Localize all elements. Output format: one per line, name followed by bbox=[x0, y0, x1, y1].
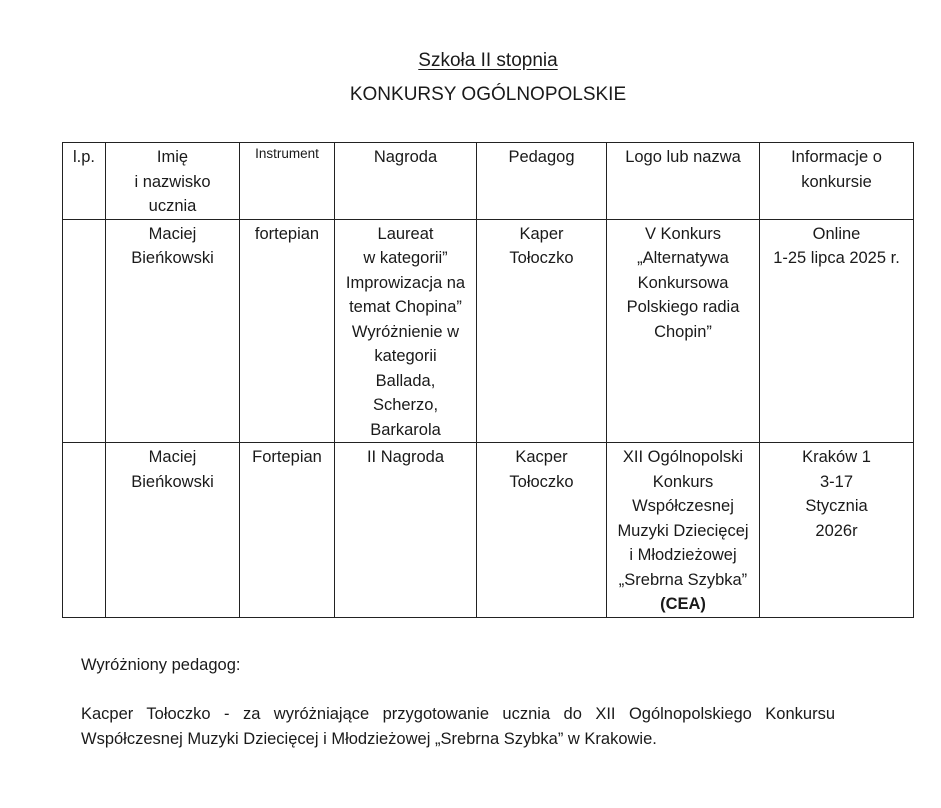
cell-student: Maciej Bieńkowski bbox=[106, 443, 240, 618]
cell-award: II Nagroda bbox=[335, 443, 477, 618]
cell-lp bbox=[63, 443, 106, 618]
cell-instrument: Fortepian bbox=[240, 443, 335, 618]
distinguished-teacher-text: Kacper Tołoczko - za wyróżniające przygotowanie ucznia do XII Ogólnopolskiego Konkursu Współczesnej Muzyki Dziecięcej i Młodzieżowej „Srebrna Szybka” w Krakowie. bbox=[81, 705, 835, 748]
cell-student: Maciej Bieńkowski bbox=[106, 219, 240, 443]
table-row bbox=[63, 219, 914, 443]
header-lp: l.p. bbox=[63, 143, 106, 220]
competition-name: V Konkurs „Alternatywa Konkursowa Polskiego radia Chopin” bbox=[626, 224, 740, 341]
header-student: Imię i nazwisko ucznia bbox=[106, 143, 240, 220]
cell-info: Online 1-25 lipca 2025 r. bbox=[760, 219, 914, 443]
distinguished-teacher-label: Wyróżniony pedagog: bbox=[81, 656, 241, 674]
competitions-table bbox=[62, 142, 914, 618]
header-competition: Logo lub nazwa bbox=[607, 143, 760, 220]
document-subtitle: KONKURSY OGÓLNOPOLSKIE bbox=[349, 84, 627, 105]
cell-instrument: fortepian bbox=[240, 219, 335, 443]
competition-extra: (CEA) bbox=[660, 595, 706, 613]
competition-name: XII Ogólnopolski Konkurs Współczesnej Muzyki Dziecięcej i Młodzieżowej „Srebrna Szybka” bbox=[617, 448, 749, 589]
table-row bbox=[63, 443, 914, 618]
header-award: Nagroda bbox=[335, 143, 477, 220]
cell-competition bbox=[607, 219, 760, 443]
cell-teacher: Kaper Tołoczko bbox=[477, 219, 607, 443]
cell-lp bbox=[63, 219, 106, 443]
document-title: Szkoła II stopnia bbox=[418, 50, 558, 71]
header-instrument: Instrument bbox=[240, 143, 335, 220]
cell-info: Kraków 1 3-17 Stycznia 2026r bbox=[760, 443, 914, 618]
header-info: Informacje o konkursie bbox=[760, 143, 914, 220]
cell-competition bbox=[607, 443, 760, 618]
cell-award: Laureat w kategorii” Improwizacja na temat Chopina” Wyróżnienie w kategorii Ballada, Scherzo, Barkarola bbox=[335, 219, 477, 443]
header-teacher: Pedagog bbox=[477, 143, 607, 220]
cell-teacher: Kacper Tołoczko bbox=[477, 443, 607, 618]
table-header-row bbox=[63, 143, 914, 220]
